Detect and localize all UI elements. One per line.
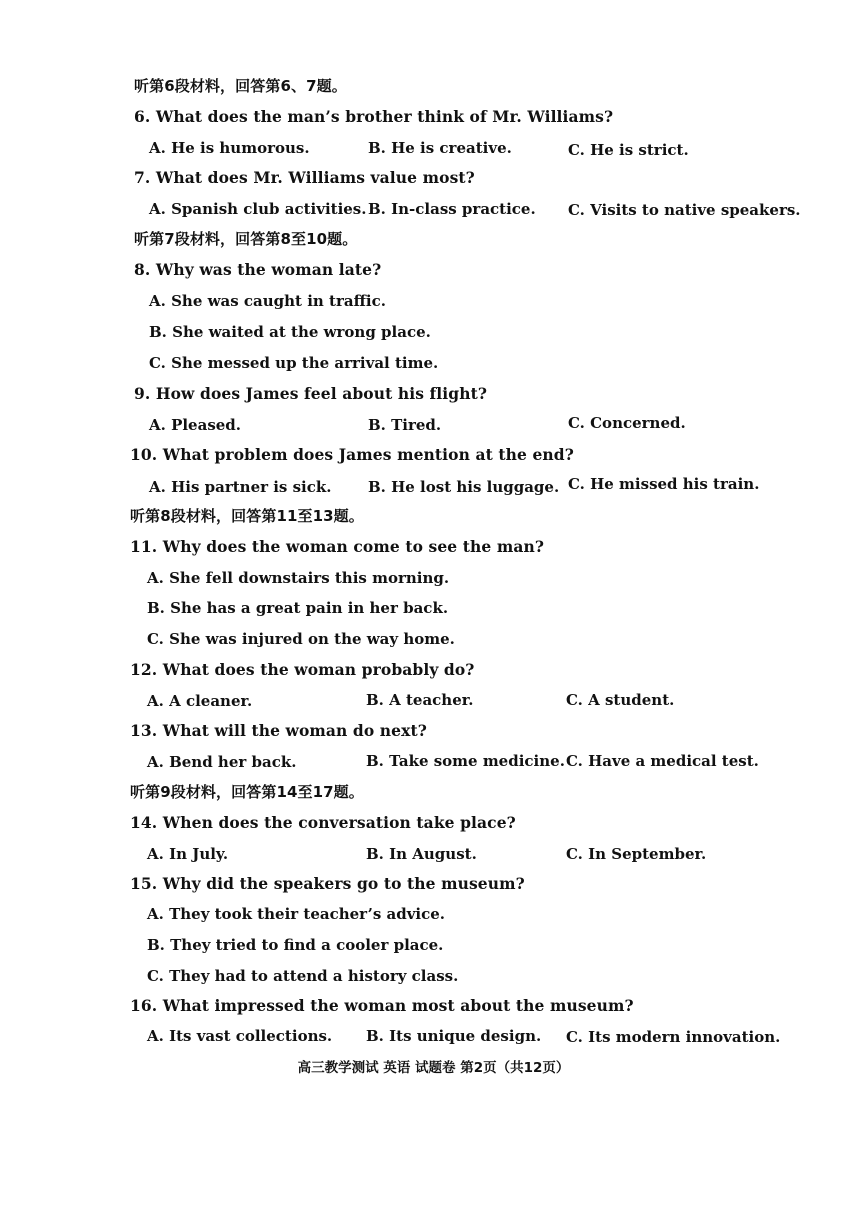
question-13-option-a: A. Bend her back.: [147, 753, 297, 771]
question-15-stem: 15. Why did the speakers go to the museum?: [130, 874, 525, 893]
question-7-option-c: C. Visits to native speakers.: [568, 201, 801, 219]
question-11-option-b: B. She has a great pain in her back.: [147, 599, 449, 617]
question-9-option-b: B. Tired.: [368, 416, 442, 434]
page-footer: 高三教学测试 英语 试题卷 第2页（共12页）: [297, 1060, 570, 1076]
question-14-stem: 14. When does the conversation take place?: [130, 813, 516, 832]
question-9-stem: 9. How does James feel about his flight?: [134, 384, 488, 403]
section-header-8: 听第8段材料，回答第11至13题。: [130, 507, 364, 525]
question-11-option-a: A. She fell downstairs this morning.: [147, 569, 450, 587]
question-13-option-b: B. Take some medicine.: [366, 752, 565, 770]
question-12-option-a: A. A cleaner.: [147, 692, 253, 710]
question-13-option-c: C. Have a medical test.: [566, 752, 759, 770]
question-10-stem: 10. What problem does James mention at the end?: [130, 445, 574, 464]
question-14-option-c: C. In September.: [566, 845, 707, 863]
question-8-option-b: B. She waited at the wrong place.: [149, 323, 431, 341]
question-10-option-a: A. His partner is sick.: [149, 478, 332, 496]
section-header-9: 听第9段材料，回答第14至17题。: [130, 783, 364, 801]
question-16-stem: 16. What impressed the woman most about the museum?: [130, 996, 634, 1015]
question-13-stem: 13. What will the woman do next?: [130, 721, 427, 740]
question-16-option-a: A. Its vast collections.: [147, 1027, 333, 1045]
question-15-option-a: A. They took their teacher’s advice.: [147, 905, 446, 923]
question-7-stem: 7. What does Mr. Williams value most?: [134, 168, 475, 187]
question-15-option-b: B. They tried to find a cooler place.: [147, 936, 444, 954]
question-11-stem: 11. Why does the woman come to see the man?: [130, 537, 545, 556]
question-8-option-c: C. She messed up the arrival time.: [149, 354, 439, 372]
question-6-option-a: A. He is humorous.: [149, 139, 310, 157]
question-7-option-a: A. Spanish club activities.: [149, 200, 367, 218]
question-8-option-a: A. She was caught in traffic.: [149, 292, 386, 310]
question-9-option-a: A. Pleased.: [149, 416, 242, 434]
question-14-option-b: B. In August.: [366, 845, 477, 863]
question-10-option-c: C. He missed his train.: [568, 475, 760, 493]
question-11-option-c: C. She was injured on the way home.: [147, 630, 455, 648]
question-10-option-b: B. He lost his luggage.: [368, 478, 560, 496]
question-9-option-c: C. Concerned.: [568, 414, 686, 432]
question-6-stem: 6. What does the man’s brother think of Mr. Williams?: [134, 107, 614, 126]
question-12-stem: 12. What does the woman probably do?: [130, 660, 475, 679]
question-16-option-b: B. Its unique design.: [366, 1027, 542, 1045]
question-6-option-c: C. He is strict.: [568, 141, 689, 159]
question-15-option-c: C. They had to attend a history class.: [147, 967, 459, 985]
question-7-option-b: B. In-class practice.: [368, 200, 536, 218]
question-12-option-c: C. A student.: [566, 691, 675, 709]
question-8-stem: 8. Why was the woman late?: [134, 260, 382, 279]
section-header-6: 听第6段材料，回答第6、7题。: [134, 77, 347, 95]
question-6-option-b: B. He is creative.: [368, 139, 512, 157]
question-12-option-b: B. A teacher.: [366, 691, 474, 709]
question-14-option-a: A. In July.: [147, 845, 229, 863]
section-header-7: 听第7段材料，回答第8至10题。: [134, 230, 358, 248]
question-16-option-c: C. Its modern innovation.: [566, 1028, 781, 1046]
